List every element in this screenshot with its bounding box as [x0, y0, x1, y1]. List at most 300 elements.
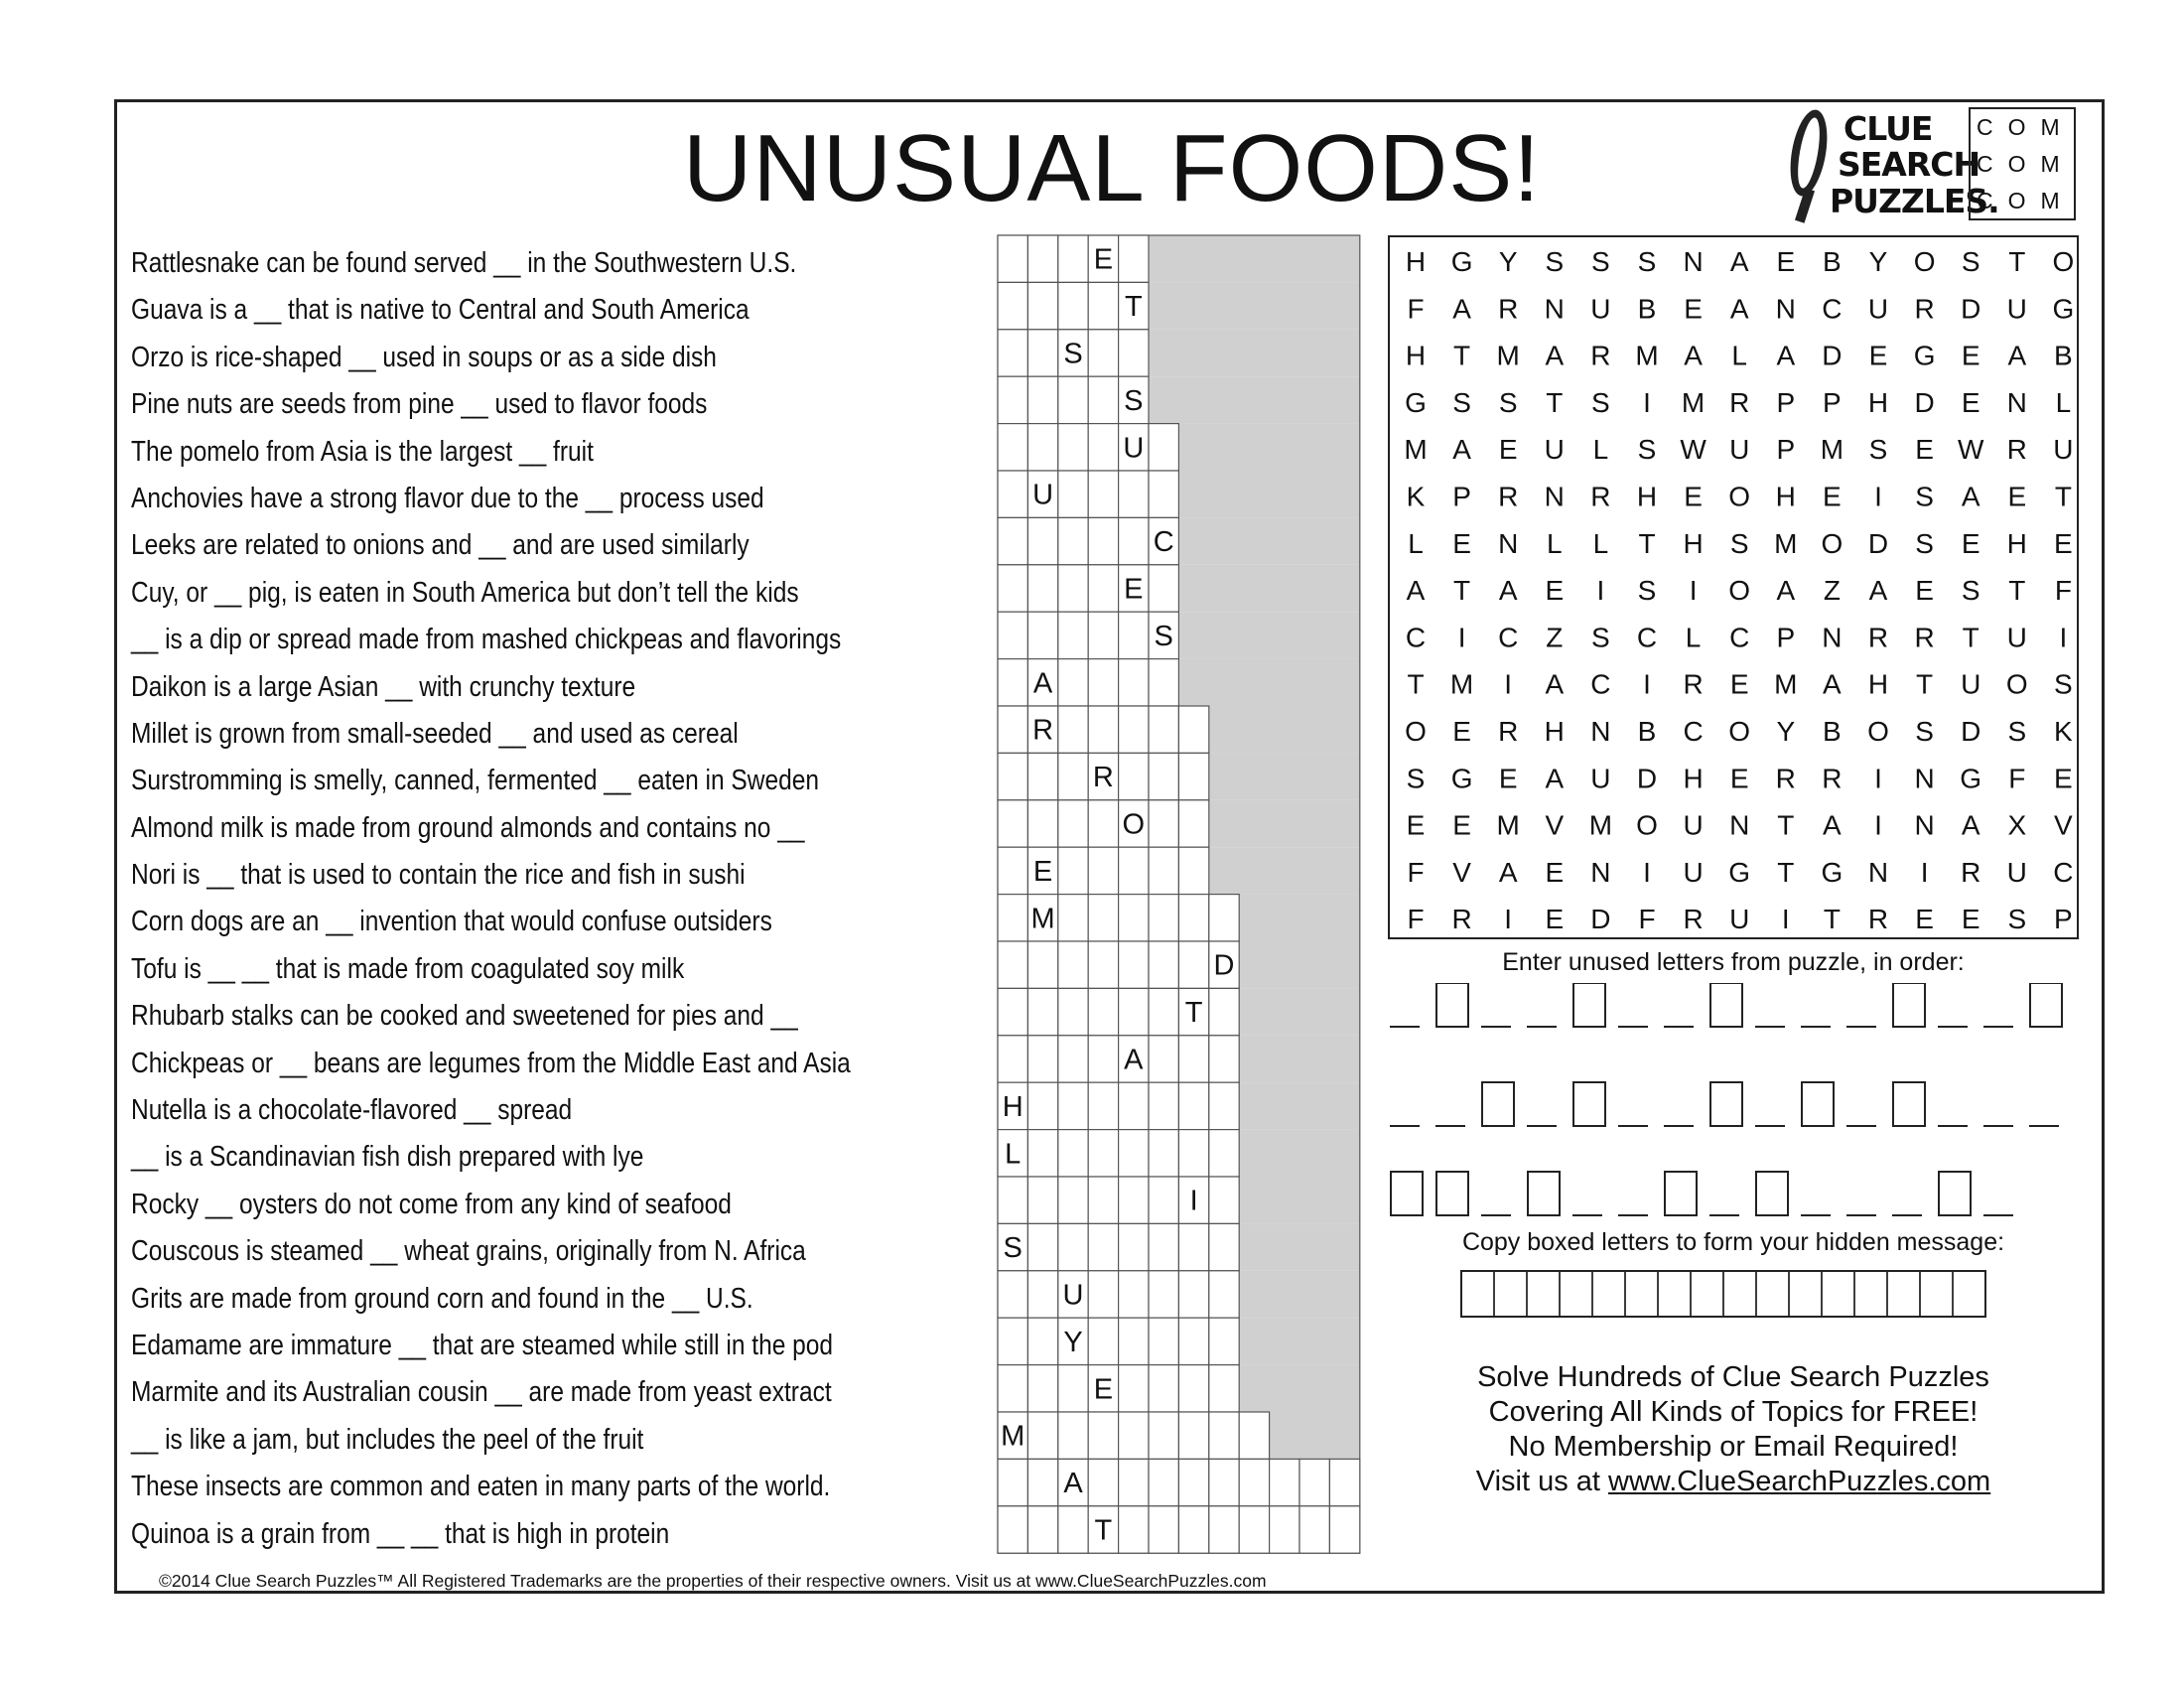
word-search-letter[interactable]: I [1504, 668, 1513, 700]
answer-cell[interactable] [1329, 1506, 1359, 1553]
answer-cell[interactable] [1178, 1223, 1208, 1270]
word-search-letter[interactable]: T [1638, 527, 1656, 559]
answer-cell[interactable] [1149, 424, 1178, 471]
word-search-letter[interactable]: I [1874, 481, 1882, 512]
word-search-letter[interactable]: N [1867, 856, 1889, 888]
word-search-letter[interactable]: E [1961, 527, 1980, 559]
word-search-letter[interactable]: S [1915, 527, 1934, 559]
answer-cell[interactable] [1027, 1506, 1057, 1553]
word-search-letter[interactable]: V [1545, 809, 1565, 841]
answer-cell[interactable] [1119, 612, 1149, 658]
word-search-letter[interactable]: U [1590, 763, 1611, 794]
answer-cell[interactable] [1119, 1365, 1149, 1412]
word-search-letter[interactable]: G [1450, 246, 1473, 277]
word-search-letter[interactable]: B [1637, 716, 1657, 747]
answer-cell[interactable] [1058, 941, 1088, 988]
word-search-letter[interactable]: H [1405, 340, 1427, 371]
word-search-letter[interactable]: N [1822, 622, 1843, 653]
answer-cell[interactable] [998, 895, 1027, 941]
word-search-letter[interactable]: V [2054, 809, 2073, 841]
word-search-letter[interactable]: R [1590, 481, 1611, 512]
answer-cell[interactable] [1058, 376, 1088, 423]
word-search-letter[interactable]: U [1729, 904, 1750, 935]
word-search-letter[interactable]: A [1776, 340, 1796, 371]
answer-cell[interactable] [1178, 847, 1208, 894]
word-search-letter[interactable]: E [1452, 809, 1471, 841]
answer-cell[interactable] [1209, 1036, 1239, 1082]
word-search-letter[interactable]: R [1914, 622, 1935, 653]
answer-cell[interactable] [1058, 565, 1088, 612]
word-search-letter[interactable]: E [1498, 763, 1518, 794]
answer-cell[interactable] [1058, 895, 1088, 941]
answer-cell[interactable] [1088, 612, 1118, 658]
word-search-letter[interactable]: R [1914, 293, 1935, 325]
answer-cell[interactable] [1119, 895, 1149, 941]
word-search-letter[interactable]: O [2052, 246, 2075, 277]
word-search-letter[interactable]: U [2006, 856, 2027, 888]
word-search-letter[interactable]: R [1590, 340, 1611, 371]
answer-cell[interactable] [1178, 1271, 1208, 1318]
answer-cell[interactable] [1209, 988, 1239, 1035]
word-search-letter[interactable]: E [1545, 856, 1565, 888]
word-search-letter[interactable]: A [1545, 763, 1565, 794]
word-search-letter[interactable]: T [1916, 668, 1934, 700]
word-search-letter[interactable]: E [1915, 904, 1934, 935]
hidden-message-boxes[interactable] [1460, 1270, 1986, 1318]
word-search-letter[interactable]: I [1457, 622, 1466, 653]
word-search-letter[interactable]: S [1406, 763, 1426, 794]
word-search-letter[interactable]: S [1545, 246, 1565, 277]
word-search-letter[interactable]: U [2053, 434, 2074, 466]
word-search-letter[interactable]: I [1643, 668, 1651, 700]
word-search-letter[interactable]: U [1683, 809, 1704, 841]
word-search-letter[interactable]: S [1591, 246, 1610, 277]
answer-cell[interactable] [1088, 330, 1118, 376]
word-search-letter[interactable]: E [1545, 904, 1565, 935]
answer-cell[interactable] [1088, 1177, 1118, 1223]
answer-cell[interactable] [1088, 1036, 1118, 1082]
word-search-letter[interactable]: R [1498, 481, 1519, 512]
word-search-letter[interactable]: F [1407, 293, 1425, 325]
answer-cell[interactable] [1299, 1506, 1329, 1553]
word-search-letter[interactable]: I [1874, 809, 1882, 841]
word-search-letter[interactable]: S [1961, 575, 1980, 607]
word-search-letter[interactable]: A [1452, 434, 1471, 466]
word-search-letter[interactable]: A [1498, 856, 1518, 888]
answer-cell[interactable] [1058, 800, 1088, 847]
answer-cell[interactable] [1027, 1130, 1057, 1177]
word-search-letter[interactable]: T [2054, 481, 2072, 512]
answer-cell[interactable] [1027, 800, 1057, 847]
answer-cell[interactable] [1088, 1412, 1118, 1459]
answer-cell[interactable] [1149, 565, 1178, 612]
word-search-letter[interactable]: R [1867, 622, 1889, 653]
word-search-letter[interactable]: N [1544, 481, 1565, 512]
answer-cell[interactable] [998, 517, 1027, 564]
answer-cell[interactable] [1058, 612, 1088, 658]
word-search-letter[interactable]: G [1728, 856, 1751, 888]
word-search-letter[interactable]: A [1498, 575, 1518, 607]
word-search-letter[interactable]: M [1774, 668, 1798, 700]
word-search-letter[interactable]: C [1405, 622, 1427, 653]
word-search-letter[interactable]: T [1777, 809, 1795, 841]
word-search-letter[interactable]: E [1961, 340, 1980, 371]
word-search-letter[interactable]: A [1545, 668, 1565, 700]
answer-cell[interactable] [998, 471, 1027, 517]
word-search-letter[interactable]: R [1867, 904, 1889, 935]
word-search-letter[interactable]: R [1822, 763, 1843, 794]
answer-cell[interactable] [1058, 1365, 1088, 1412]
word-search-letter[interactable]: U [2006, 622, 2027, 653]
word-search-letter[interactable]: A [1823, 809, 1842, 841]
word-search-letter[interactable]: L [1547, 527, 1563, 559]
word-search-letter[interactable]: C [1590, 668, 1611, 700]
boxed-letter-slot[interactable] [1573, 1082, 1605, 1126]
answer-cell[interactable] [1178, 1036, 1208, 1082]
answer-cell[interactable] [1178, 1459, 1208, 1505]
word-search-letter[interactable]: H [1544, 716, 1565, 747]
word-search-letter[interactable]: U [1729, 434, 1750, 466]
word-search-letter[interactable]: U [2006, 293, 2027, 325]
answer-cell[interactable] [1088, 282, 1118, 329]
answer-cell[interactable] [1209, 1506, 1239, 1553]
word-search-letter[interactable]: A [1684, 340, 1703, 371]
answer-cell[interactable] [1119, 988, 1149, 1035]
answer-cell[interactable] [1088, 471, 1118, 517]
answer-cell[interactable] [1058, 847, 1088, 894]
word-search-letter[interactable]: E [1961, 904, 1980, 935]
word-search-letter[interactable]: U [1544, 434, 1565, 466]
word-search-letter[interactable]: E [1729, 668, 1749, 700]
word-search-letter[interactable]: S [1961, 246, 1980, 277]
answer-cell[interactable] [1149, 1318, 1178, 1364]
word-search-letter[interactable]: T [1546, 386, 1564, 418]
word-search-letter[interactable]: I [1781, 904, 1790, 935]
answer-cell[interactable] [1209, 1412, 1239, 1459]
word-search-letter[interactable]: R [1729, 386, 1750, 418]
word-search-letter[interactable]: S [1591, 622, 1610, 653]
answer-cell[interactable] [1088, 706, 1118, 753]
boxed-letter-slot[interactable] [1482, 1082, 1514, 1126]
answer-cell[interactable] [1088, 1130, 1118, 1177]
answer-cell[interactable] [998, 1459, 1027, 1505]
word-search-letter[interactable]: I [1596, 575, 1605, 607]
answer-cell[interactable] [1027, 376, 1057, 423]
answer-cell[interactable] [1027, 1036, 1057, 1082]
word-search-letter[interactable]: I [1643, 856, 1651, 888]
answer-cell[interactable] [1329, 1459, 1359, 1505]
word-search-letter[interactable]: Z [1823, 575, 1841, 607]
word-search-letter[interactable]: S [2054, 668, 2073, 700]
answer-cell[interactable] [1149, 941, 1178, 988]
word-search-letter[interactable]: S [1915, 716, 1934, 747]
word-search-letter[interactable]: H [1867, 386, 1889, 418]
word-search-letter[interactable]: O [2005, 668, 2028, 700]
word-search-letter[interactable]: P [1776, 434, 1796, 466]
answer-cell[interactable] [1058, 1177, 1088, 1223]
answer-cell[interactable] [1088, 1459, 1118, 1505]
answer-cell[interactable] [1088, 424, 1118, 471]
answer-cell[interactable] [1027, 1459, 1057, 1505]
word-search-letter[interactable]: R [1451, 904, 1472, 935]
answer-cell[interactable] [1088, 1318, 1118, 1364]
answer-cell[interactable] [1119, 471, 1149, 517]
word-search-letter[interactable]: B [2054, 340, 2073, 371]
answer-cell[interactable] [1209, 1318, 1239, 1364]
word-search-letter[interactable]: F [2054, 575, 2072, 607]
word-search-letter[interactable]: A [1961, 481, 1980, 512]
answer-cell[interactable] [1058, 1036, 1088, 1082]
word-search-letter[interactable]: C [1498, 622, 1519, 653]
word-search-letter[interactable]: M [1681, 386, 1706, 418]
word-search-letter[interactable]: M [1449, 668, 1474, 700]
word-search-letter[interactable]: K [2054, 716, 2073, 747]
boxed-letter-slot[interactable] [1436, 1172, 1468, 1215]
answer-cell[interactable] [1119, 1506, 1149, 1553]
word-search-letter[interactable]: Y [1498, 246, 1518, 277]
word-search-letter[interactable]: O [1636, 809, 1658, 841]
word-search-letter[interactable]: U [1867, 293, 1889, 325]
answer-cell[interactable] [1027, 282, 1057, 329]
word-search-letter[interactable]: A [1452, 293, 1471, 325]
word-search-letter[interactable]: M [1496, 340, 1520, 371]
answer-cell[interactable] [1027, 1412, 1057, 1459]
word-search-letter[interactable]: N [2006, 386, 2027, 418]
answer-cell[interactable] [1088, 988, 1118, 1035]
answer-cell[interactable] [998, 1318, 1027, 1364]
word-search-letter[interactable]: A [1868, 575, 1888, 607]
answer-cell[interactable] [998, 1036, 1027, 1082]
answer-cell[interactable] [998, 753, 1027, 799]
answer-cell[interactable] [1088, 565, 1118, 612]
word-search-letter[interactable]: T [2008, 246, 2026, 277]
word-search-letter[interactable]: E [1729, 763, 1749, 794]
word-search-letter[interactable]: A [1776, 575, 1796, 607]
answer-cell[interactable] [1178, 1318, 1208, 1364]
answer-cell[interactable] [1178, 753, 1208, 799]
answer-cell[interactable] [1088, 941, 1118, 988]
answer-cell[interactable] [1027, 1082, 1057, 1129]
word-search-letter[interactable]: D [1822, 340, 1843, 371]
answer-cell[interactable] [998, 235, 1027, 282]
word-search-letter[interactable]: W [1680, 434, 1706, 466]
answer-cell[interactable] [998, 330, 1027, 376]
word-search-letter[interactable]: G [1821, 856, 1843, 888]
word-search-letter[interactable]: C [1822, 293, 1843, 325]
answer-cell[interactable] [1270, 1459, 1299, 1505]
answer-cell[interactable] [1088, 659, 1118, 706]
answer-cell[interactable] [1058, 753, 1088, 799]
answer-cell[interactable] [1209, 1177, 1239, 1223]
answer-cell[interactable] [1027, 753, 1057, 799]
answer-cell[interactable] [1058, 424, 1088, 471]
answer-cell[interactable] [1088, 1082, 1118, 1129]
word-search-letter[interactable]: D [1590, 904, 1611, 935]
word-search-letter[interactable]: L [1592, 434, 1609, 466]
boxed-letter-slot[interactable] [1893, 1082, 1925, 1126]
word-search-letter[interactable]: L [1731, 340, 1747, 371]
answer-cell[interactable] [1119, 941, 1149, 988]
answer-cell[interactable] [1149, 753, 1178, 799]
word-search-letter[interactable]: W [1957, 434, 1984, 466]
word-search-letter[interactable]: D [1961, 716, 1981, 747]
word-search-letter[interactable]: E [1915, 575, 1934, 607]
word-search-letter[interactable]: F [1407, 904, 1425, 935]
word-search-letter[interactable]: E [1961, 386, 1980, 418]
word-search-letter[interactable]: I [1643, 386, 1651, 418]
word-search-letter[interactable]: O [1728, 575, 1751, 607]
word-search-letter[interactable]: S [1452, 386, 1471, 418]
unused-letters-entry[interactable] [1388, 983, 2083, 1221]
answer-cell[interactable] [1149, 1412, 1178, 1459]
word-search-letter[interactable]: D [1961, 293, 1981, 325]
word-search-letter[interactable]: A [1545, 340, 1565, 371]
word-search-letter[interactable]: S [1637, 575, 1657, 607]
answer-cell[interactable] [1058, 517, 1088, 564]
word-search-letter[interactable]: S [1498, 386, 1518, 418]
answer-cell[interactable] [998, 565, 1027, 612]
boxed-letter-slot[interactable] [1756, 1172, 1788, 1215]
answer-cell[interactable] [998, 1271, 1027, 1318]
answer-cell[interactable] [998, 612, 1027, 658]
answer-cell[interactable] [1149, 706, 1178, 753]
answer-cell[interactable] [1149, 1130, 1178, 1177]
answer-cell[interactable] [1027, 424, 1057, 471]
website-link[interactable]: www.ClueSearchPuzzles.com [1608, 1466, 1991, 1497]
answer-cell[interactable] [1119, 235, 1149, 282]
word-search-letter[interactable]: D [1914, 386, 1935, 418]
word-search-letter[interactable]: T [1962, 622, 1979, 653]
word-search-letter[interactable]: G [1405, 386, 1427, 418]
word-search-letter[interactable]: M [1774, 527, 1798, 559]
word-search-letter[interactable]: E [1776, 246, 1796, 277]
word-search-letter[interactable]: B [1823, 246, 1842, 277]
word-search-letter[interactable]: R [1498, 716, 1519, 747]
word-search-letter[interactable]: A [2007, 340, 2027, 371]
answer-cell[interactable] [1149, 1223, 1178, 1270]
word-search-letter[interactable]: U [1683, 856, 1704, 888]
word-search-letter[interactable]: T [1453, 340, 1471, 371]
boxed-letter-slot[interactable] [1893, 983, 1925, 1027]
answer-cell[interactable] [1119, 1412, 1149, 1459]
answer-cell[interactable] [1119, 1459, 1149, 1505]
answer-cell[interactable] [1178, 1082, 1208, 1129]
answer-cell[interactable] [1119, 517, 1149, 564]
answer-cell[interactable] [1058, 988, 1088, 1035]
word-search-letter[interactable]: Z [1546, 622, 1564, 653]
word-search-letter[interactable]: E [1406, 809, 1426, 841]
word-search-letter[interactable]: O [1405, 716, 1427, 747]
word-search-letter[interactable]: R [1683, 668, 1704, 700]
answer-cell[interactable] [1058, 706, 1088, 753]
word-search-letter[interactable]: S [1915, 481, 1934, 512]
word-search-letter[interactable]: P [1776, 622, 1796, 653]
word-search-letter[interactable]: N [1498, 527, 1519, 559]
word-search-letter[interactable]: E [1684, 293, 1703, 325]
word-search-letter[interactable]: S [1868, 434, 1888, 466]
answer-cell[interactable] [1119, 1223, 1149, 1270]
word-search-letter[interactable]: B [1823, 716, 1842, 747]
answer-cell[interactable] [1149, 1506, 1178, 1553]
word-search-letter[interactable]: S [1729, 527, 1749, 559]
word-search-letter[interactable]: N [1729, 809, 1750, 841]
answer-cell[interactable] [1209, 1130, 1239, 1177]
answer-cell[interactable] [1178, 706, 1208, 753]
answer-cell[interactable] [1027, 517, 1057, 564]
boxed-letter-slot[interactable] [1573, 983, 1605, 1027]
answer-cell[interactable] [1119, 706, 1149, 753]
word-search-letter[interactable]: E [1684, 481, 1703, 512]
answer-cell[interactable] [1178, 941, 1208, 988]
answer-cell[interactable] [1149, 1271, 1178, 1318]
word-search-letter[interactable]: E [1823, 481, 1842, 512]
answer-cell[interactable] [1119, 1318, 1149, 1364]
word-search-letter[interactable]: V [1452, 856, 1471, 888]
word-search-letter[interactable]: R [1683, 904, 1704, 935]
answer-cell[interactable] [1149, 1036, 1178, 1082]
word-search-letter[interactable]: X [2007, 809, 2027, 841]
word-search-letter[interactable]: K [1406, 481, 1426, 512]
answer-cell[interactable] [1239, 1506, 1269, 1553]
boxed-letter-slot[interactable] [1939, 1172, 1971, 1215]
answer-cell[interactable] [1119, 330, 1149, 376]
answer-cell[interactable] [1149, 471, 1178, 517]
word-search-letter[interactable]: Y [1868, 246, 1888, 277]
answer-cell[interactable] [1058, 1506, 1088, 1553]
word-search-letter[interactable]: L [1685, 622, 1702, 653]
boxed-letter-slot[interactable] [1391, 1172, 1423, 1215]
word-search-letter[interactable]: N [1590, 716, 1611, 747]
word-search-letter[interactable]: H [2006, 527, 2027, 559]
answer-cell[interactable] [1058, 235, 1088, 282]
answer-cell[interactable] [1149, 1459, 1178, 1505]
answer-cell[interactable] [1058, 1223, 1088, 1270]
answer-cell[interactable] [1027, 1365, 1057, 1412]
answer-cell[interactable] [1088, 376, 1118, 423]
word-search-letter[interactable]: T [2008, 575, 2026, 607]
word-search-letter[interactable]: T [1777, 856, 1795, 888]
answer-cell[interactable] [1027, 1318, 1057, 1364]
word-search-letter[interactable]: I [1504, 904, 1513, 935]
word-search-letter[interactable]: C [2053, 856, 2074, 888]
answer-cell[interactable] [998, 282, 1027, 329]
answer-cell[interactable] [1149, 847, 1178, 894]
answer-cell[interactable] [1027, 1271, 1057, 1318]
word-search-letter[interactable]: R [1775, 763, 1796, 794]
answer-cell[interactable] [1027, 235, 1057, 282]
boxed-letter-slot[interactable] [1436, 983, 1468, 1027]
answer-cell[interactable] [998, 1506, 1027, 1553]
word-search-letter[interactable]: A [1406, 575, 1426, 607]
answer-cell[interactable] [1149, 1365, 1178, 1412]
word-search-letter[interactable]: P [1452, 481, 1471, 512]
answer-cell[interactable] [1119, 1130, 1149, 1177]
answer-cell[interactable] [1149, 800, 1178, 847]
answer-cell[interactable] [1239, 1459, 1269, 1505]
answer-cell[interactable] [1209, 1271, 1239, 1318]
word-search-letter[interactable]: M [1635, 340, 1659, 371]
word-search-letter[interactable]: C [1636, 622, 1658, 653]
word-search-letter[interactable]: E [1498, 434, 1518, 466]
word-search-letter[interactable]: O [1867, 716, 1889, 747]
answer-cell[interactable] [1058, 1130, 1088, 1177]
word-search-letter[interactable]: E [1545, 575, 1565, 607]
word-search-letter[interactable]: A [1729, 293, 1749, 325]
word-search-letter[interactable]: H [1636, 481, 1658, 512]
answer-cell[interactable] [1058, 282, 1088, 329]
word-search-letter[interactable]: S [1637, 246, 1657, 277]
word-search-letter[interactable]: I [2059, 622, 2068, 653]
